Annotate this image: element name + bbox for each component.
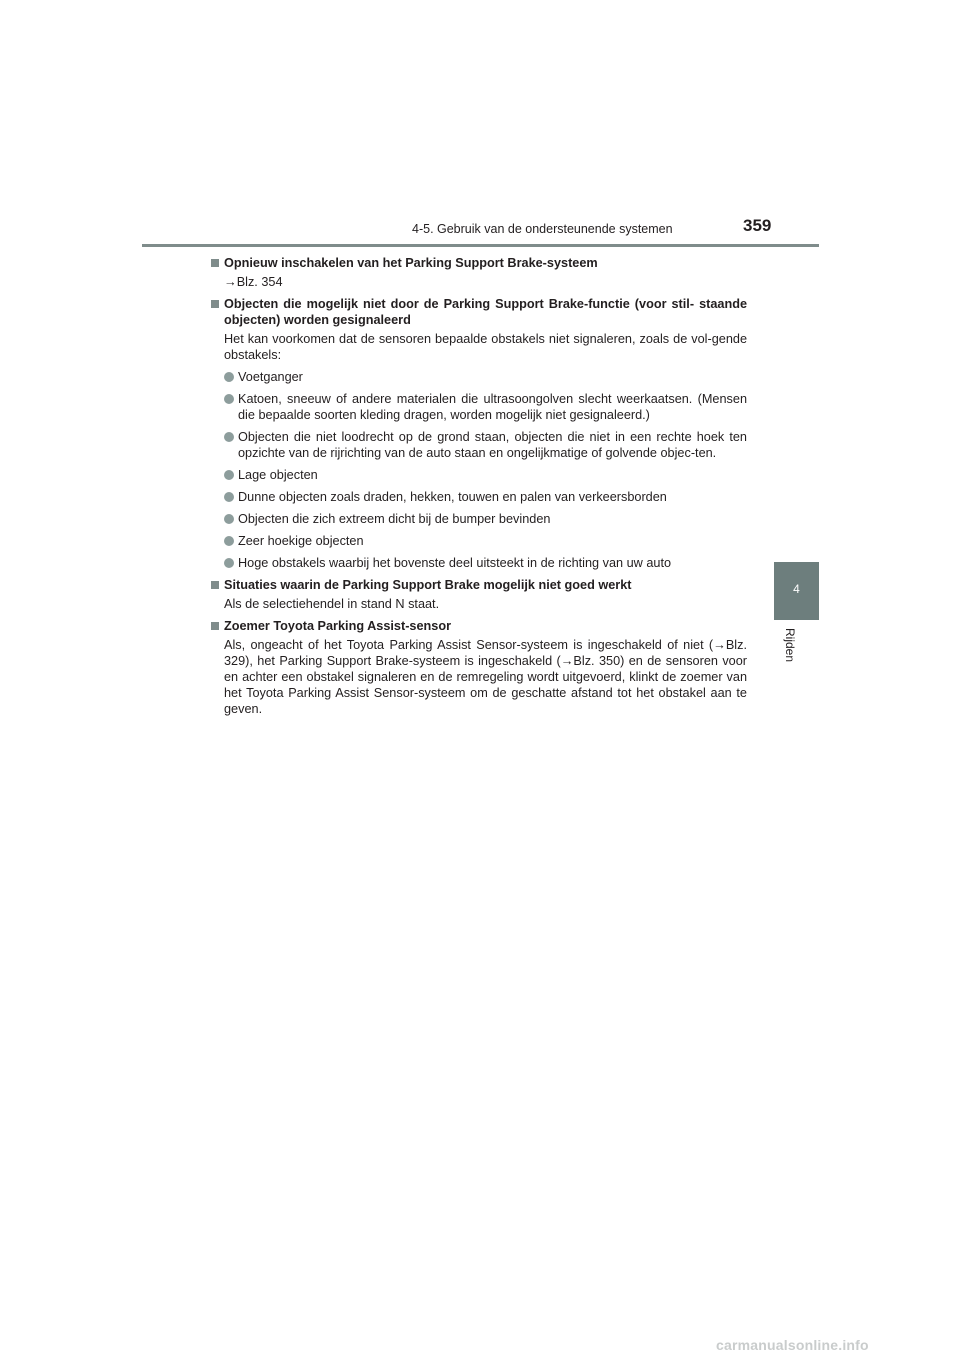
- section-intro: Het kan voorkomen dat de sensoren bepaalde obstakels niet signaleren, zoals de vol-gende obstakels:: [224, 332, 747, 362]
- round-bullet-icon: [224, 394, 234, 404]
- list-item: Objecten die niet loodrecht op de grond staan, objecten die niet in een rechte hoek ten opzichte van de rijrichting van de auto staan en ongelijkmatige of golvende objec-ten.: [211, 429, 747, 461]
- round-bullet-icon: [224, 470, 234, 480]
- header-divider: [142, 244, 819, 247]
- section-heading: Opnieuw inschakelen van het Parking Support Brake-systeem: [211, 255, 747, 271]
- section-heading: Situaties waarin de Parking Support Brake mogelijk niet goed werkt: [211, 577, 747, 593]
- round-bullet-icon: [224, 432, 234, 442]
- round-bullet-icon: [224, 536, 234, 546]
- page-content: [211, 255, 747, 717]
- square-bullet-icon: [211, 300, 219, 308]
- list-item: Lage objecten: [211, 467, 747, 483]
- chapter-tab-number: 4: [793, 582, 800, 596]
- round-bullet-icon: [224, 492, 234, 502]
- list-item: Dunne objecten zoals draden, hekken, touwen en palen van verkeersborden: [211, 489, 747, 505]
- section-heading: Objecten die mogelijk niet door de Parking Support Brake-functie (voor stil- staande objecten) worden gesignaleerd: [211, 296, 747, 328]
- chapter-tab: [774, 562, 819, 620]
- list-item: Zeer hoekige objecten: [211, 533, 747, 549]
- round-bullet-icon: [224, 514, 234, 524]
- page-number: 359: [743, 216, 772, 235]
- chapter-tab-label: Rijden: [783, 628, 797, 663]
- round-bullet-icon: [224, 372, 234, 382]
- list-item: Hoge obstakels waarbij het bovenste deel uitsteekt in de richting van uw auto: [211, 555, 747, 571]
- running-header-section: 4-5. Gebruik van de ondersteunende systemen: [412, 222, 673, 236]
- list-item: Objecten die zich extreem dicht bij de bumper bevinden: [211, 511, 747, 527]
- square-bullet-icon: [211, 259, 219, 267]
- square-bullet-icon: [211, 622, 219, 630]
- section-heading: Zoemer Toyota Parking Assist-sensor: [211, 618, 747, 634]
- list-item: Voetganger: [211, 369, 747, 385]
- section-text: Als de selectiehendel in stand N staat.: [224, 597, 440, 611]
- section-reference: →Blz. 354: [224, 275, 283, 289]
- watermark: carmanualsonline.info: [716, 1337, 869, 1353]
- section-text: Als, ongeacht of het Toyota Parking Assist Sensor-systeem is ingeschakeld of niet (→Blz. 329), het Parking Support Brake-systeem is ingeschakeld (→Blz. 350) en de sensoren voor en achter een obstakel signaleren en de remregeling wordt uitgevoerd, klinkt de zoemer van het Toyota Parking Assist Sensor-systeem om de geschatte afstand tot het obstakel aan te geven.: [224, 638, 747, 716]
- round-bullet-icon: [224, 558, 234, 568]
- square-bullet-icon: [211, 581, 219, 589]
- section-buzzer: [211, 618, 747, 717]
- section-reactivate: [211, 255, 747, 290]
- list-item: Katoen, sneeuw of andere materialen die ultrasoongolven slecht weerkaatsen. (Mensen die bepaalde soorten kleding dragen, worden mogelijk niet gesignaleerd.): [211, 391, 747, 423]
- section-malfunction-situations: [211, 577, 747, 612]
- section-undetected-objects: [211, 296, 747, 571]
